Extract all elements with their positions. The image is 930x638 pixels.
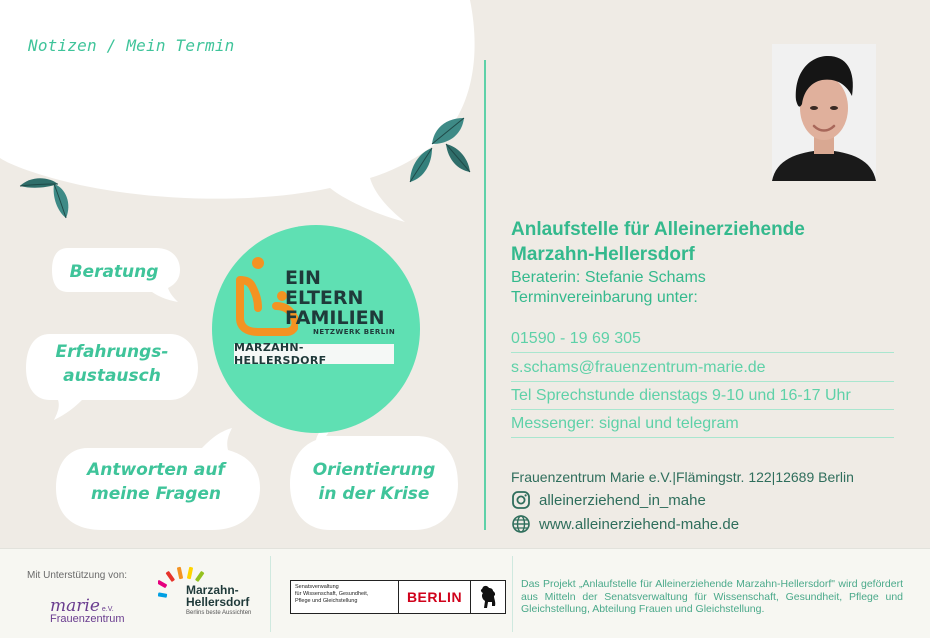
office-title: [511, 217, 911, 267]
bubble-orientierung-text: [290, 458, 458, 506]
mh-line1: Marzahn-: [186, 583, 239, 597]
berlin-wordmark: BERLIN: [399, 581, 471, 613]
address-line: Frauenzentrum Marie e.V.|Flämingstr. 122|12689 Berlin: [511, 469, 854, 485]
mh-line2: Hellersdorf: [186, 595, 250, 609]
vertical-divider: [484, 60, 486, 530]
berlin-bear-cell: [471, 581, 505, 613]
leaf-left-icon: [18, 172, 74, 222]
instagram-row[interactable]: [511, 489, 911, 511]
leaf-right-icon: [404, 114, 472, 186]
marie-logo: [50, 596, 125, 625]
antworten-line2: meine Fragen: [90, 484, 222, 504]
marie-ev: e.V.: [101, 606, 114, 613]
senate-text: [291, 581, 399, 613]
marzahn-hellersdorf-tagline: Berlins beste Aussichten: [186, 610, 252, 616]
orientierung-line2: in der Krise: [318, 484, 430, 504]
office-title-line2: Marzahn-Hellersdorf: [511, 244, 695, 265]
bubble-beratung-text: [48, 260, 180, 284]
marie-subtitle: Frauenzentrum: [50, 613, 125, 625]
bubble-erfahrung-text: [22, 340, 202, 388]
marzahn-hellersdorf-name: [186, 584, 249, 608]
senate-line1: Senatsverwaltung: [295, 584, 339, 590]
senate-line3: Pflege und Gleichstellung: [295, 598, 358, 604]
footer-separator: [270, 556, 271, 632]
project-funding-text: Das Projekt „Anlaufstelle für Alleinerziehende Marzahn-Hellersdorf" wird gefördert aus Mitteln der Senatsverwaltung für Wissenschaft, Gesundheit, Pflege und Gleichstellung, Abteilung Frauen und Gleichstellung.: [521, 578, 903, 615]
advisor-name: Beraterin: Stefanie Schams: [511, 269, 706, 286]
website-row[interactable]: [511, 513, 911, 535]
senate-line2: für Wissenschaft, Gesundheit,: [295, 591, 369, 597]
portrait-icon: [772, 44, 876, 181]
globe-icon: [511, 514, 531, 534]
office-title-line1: Anlaufstelle für Alleinerziehende: [511, 219, 805, 240]
footer-separator: [512, 556, 513, 632]
contact-phone[interactable]: 01590 - 19 69 305: [511, 325, 894, 353]
berlin-bear-icon: [478, 584, 498, 610]
beratung-label: Beratung: [69, 262, 159, 282]
advisor-photo: [772, 44, 876, 181]
support-label: Mit Unterstützung von:: [27, 570, 128, 581]
contact-email[interactable]: s.schams@frauenzentrum-marie.de: [511, 354, 894, 382]
marie-wordmark: marie: [50, 596, 100, 616]
antworten-line1: Antworten auf: [87, 460, 225, 480]
orientierung-line1: Orientierung: [312, 460, 436, 480]
contact-hours: Tel Sprechstunde dienstags 9-10 und 16-17 Uhr: [511, 382, 894, 410]
instagram-handle[interactable]: alleinerziehend_in_mahe: [539, 491, 706, 509]
erfahrung-line2: austausch: [63, 366, 161, 386]
appointment-label: Terminvereinbarung unter:: [511, 289, 698, 306]
logo-subtitle: NETZWERK BERLIN: [313, 328, 396, 336]
erfahrung-line1: Erfahrungs-: [55, 342, 169, 362]
contact-messenger: Messenger: signal und telegram: [511, 410, 894, 438]
website-link[interactable]: www.alleinerziehend-mahe.de: [539, 515, 740, 533]
logo-wordmark: [285, 268, 385, 328]
notes-title: Notizen / Mein Termin: [28, 36, 235, 55]
logo-district-band: MARZAHN-HELLERSDORF: [234, 344, 394, 364]
logo-line3: FAMILIEN: [285, 307, 385, 329]
senate-logo: [290, 580, 506, 614]
logo-line2: ELTERN: [285, 287, 364, 309]
logo-line1: EIN: [285, 267, 321, 289]
instagram-icon: [511, 490, 531, 510]
bubble-antworten-text: [56, 458, 256, 506]
advisor-info: [511, 268, 911, 308]
